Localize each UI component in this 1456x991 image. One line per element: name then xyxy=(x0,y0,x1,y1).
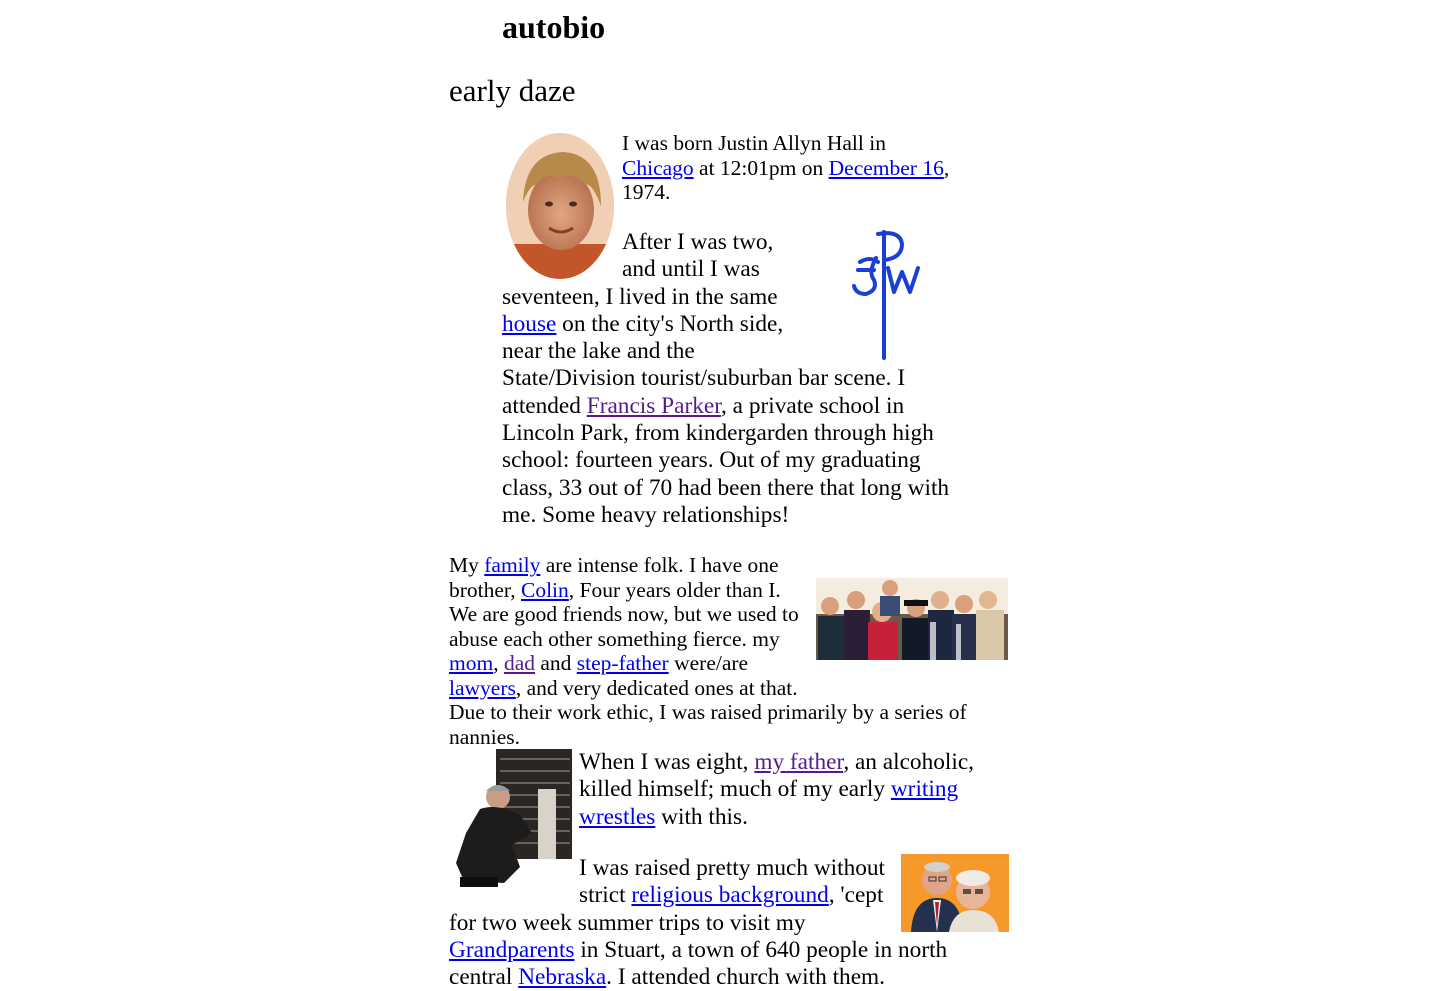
francis-parker-link[interactable]: Francis Parker xyxy=(586,392,722,419)
chicago-link[interactable]: Chicago xyxy=(622,155,694,180)
colin-link[interactable]: Colin xyxy=(520,577,569,602)
page-title: autobio xyxy=(502,9,606,45)
december-16-link[interactable]: December 16 xyxy=(828,155,944,180)
family-paragraph xyxy=(449,553,1009,749)
family-sep-1: , xyxy=(493,651,504,675)
religion-paragraph xyxy=(449,855,1009,991)
religion-text-2: , 'cept for two week summer trips to visit my xyxy=(449,882,884,936)
family-sep-2: and xyxy=(535,651,577,675)
religion-text-1: I was raised pretty much without strict xyxy=(579,855,886,909)
religious-background-link[interactable]: religious background xyxy=(631,882,829,909)
birth-text-1: I was born Justin Allyn Hall in xyxy=(622,131,886,155)
family-link[interactable]: family xyxy=(484,553,541,577)
mom-link[interactable]: mom xyxy=(449,651,494,675)
religion-text-3: in Stuart, a town of 640 people in north central xyxy=(449,936,948,991)
family-text-1: My xyxy=(449,553,485,577)
nebraska-link[interactable]: Nebraska xyxy=(518,964,607,991)
childhood-text-1: After I was two, and until I was seventeen, I lived in the same xyxy=(502,229,778,310)
religion-text-4: . I attended church with them. xyxy=(606,964,885,991)
father-text-2: , an alcoholic, killed himself; much of my early xyxy=(579,749,974,803)
family-text-3: , Four years older than I. We are good friends now, but we used to abuse each other something fierce. my xyxy=(449,577,799,651)
section-title: early daze xyxy=(449,73,576,108)
father-text-1: When I was eight, xyxy=(579,749,755,775)
family-text-4: were/are xyxy=(668,651,749,675)
childhood-text-2: on the city's North side, near the lake and the State/Division tourist/suburban bar scene. I attended xyxy=(502,310,906,419)
family-text-2: are intense folk. I have one brother, xyxy=(449,553,779,602)
lawyers-link[interactable]: lawyers xyxy=(449,675,516,700)
house-link[interactable]: house xyxy=(502,310,557,337)
childhood-text-3: , a private school in Lincoln Park, from kindergarden through high school: fourteen years. Out of my graduating class, 33 out of 70 had been there that long with me. Some heavy relationships! xyxy=(502,392,950,528)
dad-link[interactable]: dad xyxy=(503,651,535,675)
my-father-link[interactable]: my father xyxy=(754,749,844,775)
birth-text-2: at 12:01pm on xyxy=(693,155,829,180)
grandparents-link[interactable]: Grandparents xyxy=(449,936,575,963)
father-text-3: with this. xyxy=(655,803,748,830)
writing-wrestles-link[interactable]: writing wrestles xyxy=(579,776,959,830)
birth-paragraph xyxy=(622,131,962,205)
family-text-5: , and very dedicated ones at that. Due to their work ethic, I was raised primarily by a series of nannies. xyxy=(449,675,967,749)
childhood-paragraph xyxy=(502,229,962,529)
step-father-link[interactable]: step-father xyxy=(576,651,669,675)
birth-text-3: , 1974. xyxy=(622,155,950,204)
